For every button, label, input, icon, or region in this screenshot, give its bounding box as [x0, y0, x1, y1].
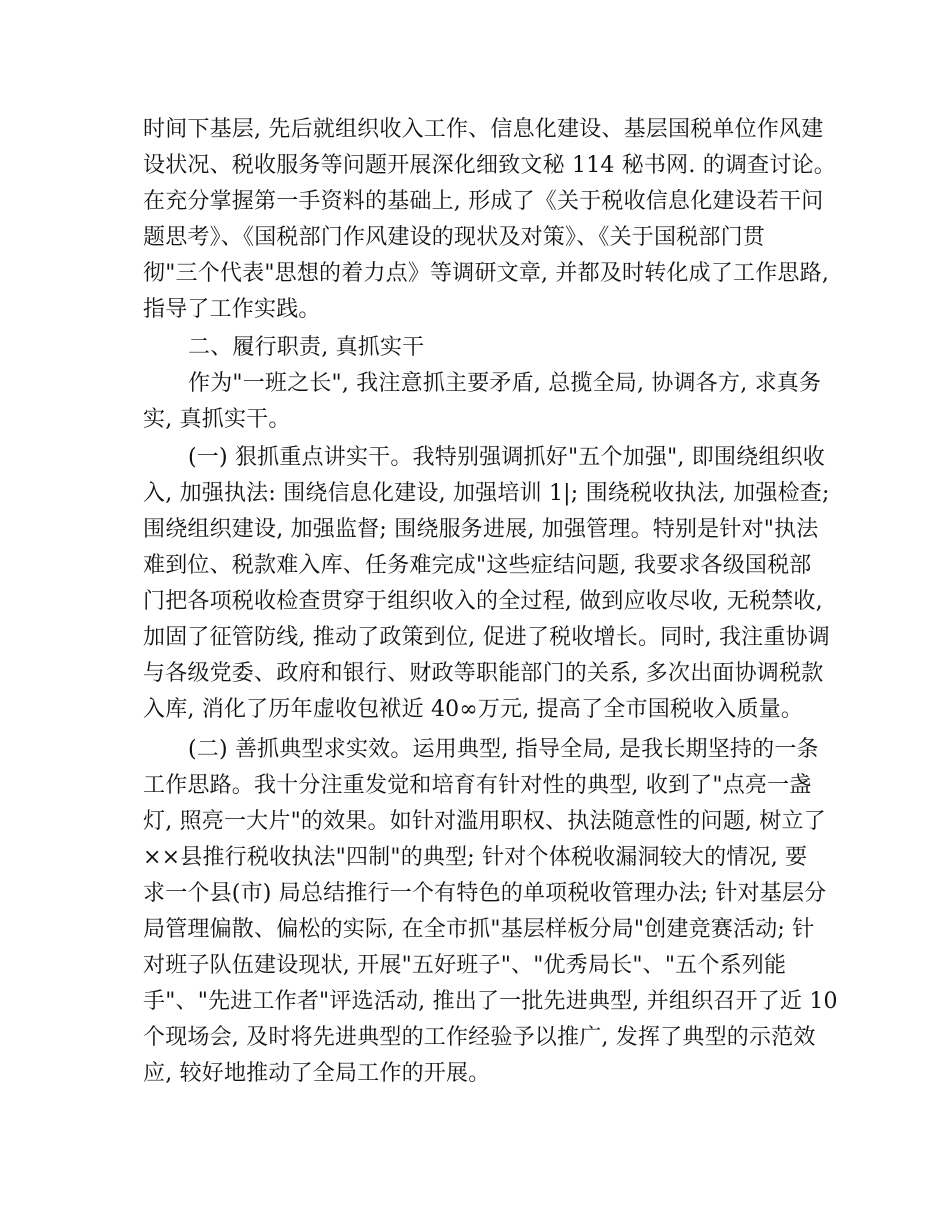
text-line: 灯, 照亮一大片"的效果。如针对滥用职权、执法随意性的问题, 树立了	[143, 809, 826, 834]
text-line: 指导了工作实践。	[143, 297, 321, 322]
text-line: 围绕组织建设, 加强监督; 围绕服务进展, 加强管理。特别是针对"执法	[143, 517, 819, 542]
text-line: 局管理偏散、偏松的实际, 在全市抓"基层样板分局"创建竞赛活动; 针	[143, 917, 815, 942]
text-line: 实, 真抓实干。	[143, 407, 291, 432]
text-line: 时间下基层, 先后就组织收入工作、信息化建设、基层国税单位作风建	[143, 117, 824, 142]
text-line: (二) 善抓典型求实效。运用典型, 指导全局, 是我长期坚持的一条	[188, 737, 819, 762]
text-line: 应, 较好地推动了全局工作的开展。	[143, 1061, 491, 1086]
text-line: 题思考》、《国税部门作风建设的现状及对策》、《关于国税部门贯	[143, 225, 766, 250]
text-line: 难到位、税款难入库、任务难完成"这些症结问题, 我要求各级国税部	[143, 553, 812, 578]
section-heading: 二、履行职责, 真抓实干	[188, 335, 425, 360]
text-line: 设状况、税收服务等问题开展深化细致文秘 114 秘书网. 的调查讨论。	[143, 153, 836, 178]
text-line: 个现场会, 及时将先进典型的工作经验予以推广, 发挥了典型的示范效	[143, 1025, 816, 1050]
text-line: 在充分掌握第一手资料的基础上, 形成了《关于税收信息化建设若干问	[143, 189, 824, 214]
text-line: 与各级党委、政府和银行、财政等职能部门的关系, 多次出面协调税款	[143, 661, 824, 686]
text-line: 加固了征管防线, 推动了政策到位, 促进了税收增长。同时, 我注重协调	[143, 625, 830, 650]
text-line: 入库, 消化了历年虚收包袱近 40∞万元, 提高了全市国税收入质量。	[143, 697, 804, 722]
text-line: 门把各项税收检查贯穿于组织收入的全过程, 做到应收尽收, 无税禁收,	[143, 589, 823, 614]
text-line: (一) 狠抓重点讲实干。我特别强调抓好"五个加强", 即围绕组织收	[188, 445, 825, 470]
text-line: 作为"一班之长", 我注意抓主要矛盾, 总揽全局, 协调各方, 求真务	[188, 371, 822, 396]
text-line: ××县推行税收执法"四制"的典型; 针对个体税收漏洞较大的情况, 要	[143, 845, 808, 870]
text-line: 对班子队伍建设现状, 开展"五好班子"、"优秀局长"、"五个系列能	[143, 953, 787, 978]
text-line: 求一个县(市) 局总结推行一个有特色的单项税收管理办法; 针对基层分	[143, 881, 827, 906]
text-line: 入, 加强执法: 围绕信息化建设, 加强培训 1|; 围绕税收执法, 加强检查;	[143, 481, 830, 506]
text-line: 手"、"先进工作者"评选活动, 推出了一批先进典型, 并组织召开了近 10	[143, 989, 838, 1014]
text-line: 工作思路。我十分注重发觉和培育有针对性的典型, 收到了"点亮一盏	[143, 773, 812, 798]
text-line: 彻"三个代表"思想的着力点》等调研文章, 并都及时转化成了工作思路,	[143, 261, 830, 286]
